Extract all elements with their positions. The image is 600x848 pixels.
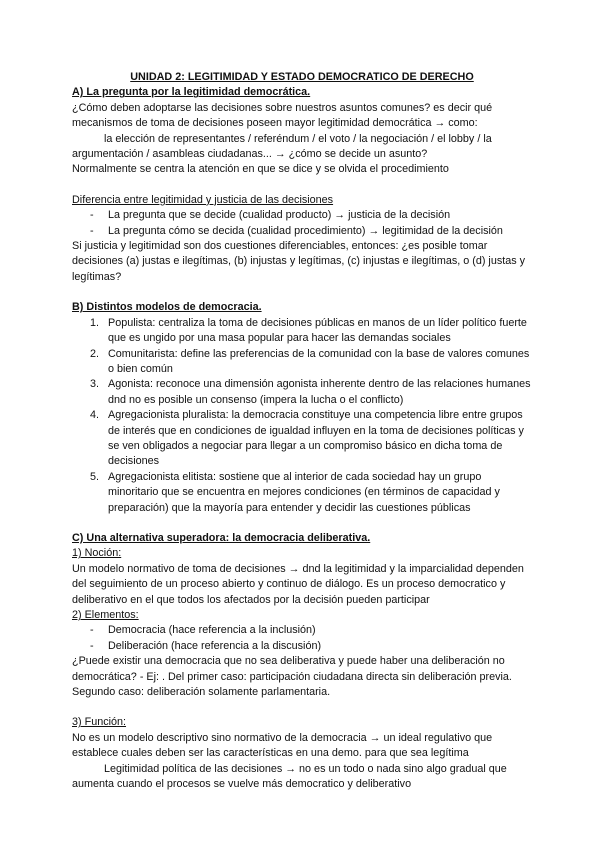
elementos-list [72, 623, 532, 654]
democracy-models-list [72, 316, 532, 516]
elementos-heading: 2) Elementos: [72, 609, 139, 621]
page-title: UNIDAD 2: LEGITIMIDAD Y ESTADO DEMOCRATICO DE DERECHO [130, 71, 474, 83]
nocion-text: Un modelo normativo de toma de decisiones → dnd la legitimidad y la imparcialidad dependen del seguimiento de un proceso abierto y continuo de diálogo. Es un proceso democratico y deliberativo en el que todos los afectados por la decisión pueden participar [72, 562, 524, 606]
list-item: - Democracia (hace referencia a la inclusión) [72, 623, 532, 638]
list-item: - Deliberación (hace referencia a la discusión) [72, 639, 532, 654]
nocion-heading: 1) Noción: [72, 547, 122, 560]
list-item: 4. Agregacionista pluralista: la democracia constituye una competencia libre entre grupos de interés que en condiciones de igualdad influyen en la toma de decisiones políticas y se ven obligados a negociar para llegar a un compromiso básico en dicha toma de decisiones [90, 409, 524, 468]
list-item: 1. Populista: centraliza la toma de decisiones públicas en manos de un líder político fuerte que es ungido por una masa popular para hacer las demandas sociales [90, 316, 527, 345]
elementos-paragraph: ¿Puede existir una democracia que no sea deliberativa y puede haber una deliberación no democrática? - Ej: . Del primer caso: participación ciudadana directa sin deliberación previa. Segundo caso: deliberación solamente parlamentaria. [72, 655, 512, 699]
funcion-paragraph-2: Legitimidad política de las decisiones → no es un todo o nada sino algo gradual que aumenta cuando el procesos se vuelve más democratico y deliberativo [72, 762, 507, 791]
funcion-paragraph-1: No es un modelo descriptivo sino normativo de la democracia → un ideal regulativo que establece cuales deben ser las características en una demo. para que sea legítima [72, 731, 493, 760]
funcion-heading: 3) Función: [72, 716, 127, 729]
list-item: 5. Agregacionista elitista: sostiene que al interior de cada sociedad hay un grupo minoritario que se encuentra en mejores condiciones (en términos de capacidad y preparación) que la mayoría para entender y decidir las cuestiones públicas [90, 470, 500, 514]
section-a-paragraph-3: Normalmente se centra la atención en que se dice y se olvida el procedimiento [72, 163, 449, 176]
section-a-heading: A) La pregunta por la legitimidad democrática. [72, 86, 311, 99]
list-item: - La pregunta cómo se decida (cualidad procedimiento) → legitimidad de la decisión [72, 224, 532, 239]
section-a-paragraph-1: ¿Cómo deben adoptarse las decisiones sobre nuestros asuntos comunes? es decir qué mecanismos de toma de decisiones poseen mayor legitimidad democrática → como: [72, 101, 493, 130]
list-item: 2. Comunitarista: define las preferencias de la comunidad con la base de valores comunes o bien común [90, 347, 530, 375]
difference-list [72, 208, 532, 239]
document-page [72, 70, 532, 792]
list-item: - La pregunta que se decide (cualidad producto) → justicia de la decisión [72, 208, 532, 223]
list-item: 3. Agonista: reconoce una dimensión agonista inherente dentro de las relaciones humanes dnd no es posible un consenso (impera la lucha o el conflicto) [90, 378, 531, 406]
section-a-paragraph-4: Si justicia y legitimidad son dos cuestiones diferenciables, entonces: ¿es posible tomar decisiones (a) justas e ilegítimas, (b) injustas y legítimas, (c) injustas e ilegítimas, o (d) justas y legítimas? [72, 240, 526, 283]
difference-heading: Diferencia entre legitimidad y justicia de las decisiones [72, 193, 334, 206]
section-a-paragraph-2: la elección de representantes / referéndum / el voto / la negociación / el lobby / la argumentación / asambleas ciudadanas... → ¿cómo se decide un asunto? [72, 132, 492, 161]
section-b-heading: B) Distintos modelos de democracia. [72, 301, 262, 314]
section-c-heading: C) Una alternativa superadora: la democracia deliberativa. [72, 531, 371, 544]
